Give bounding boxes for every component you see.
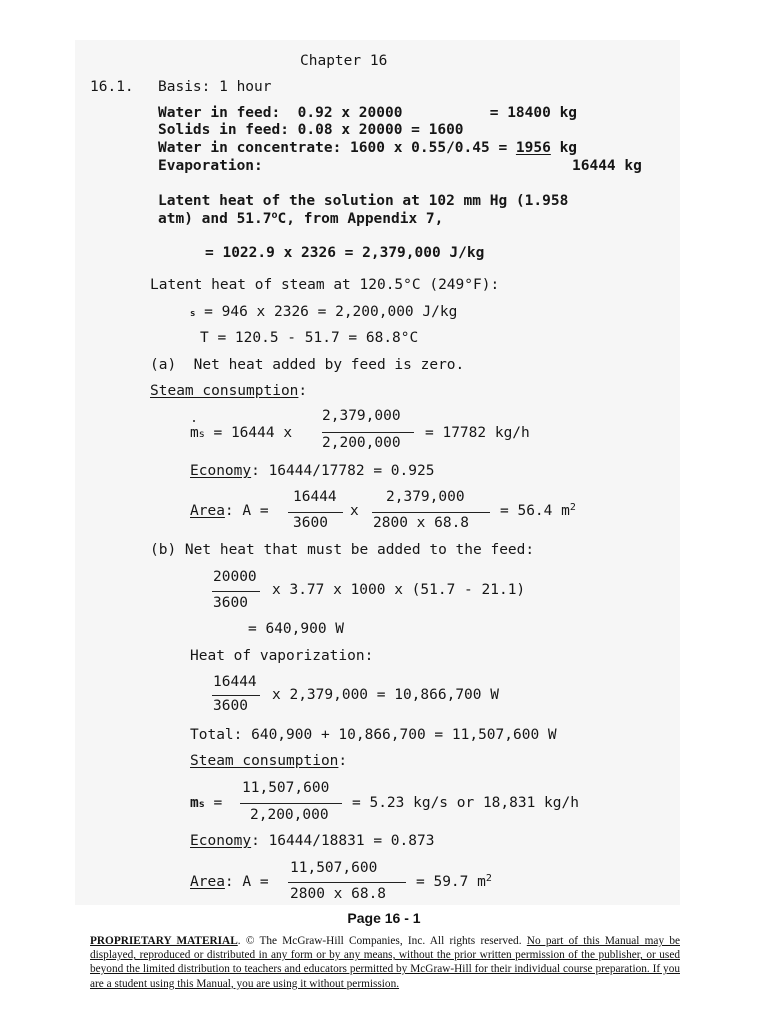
area-a-numerator-2: 2,379,000 bbox=[386, 489, 465, 505]
latent-heat-line-2: atm) and 51.7$^o$C, from Appendix 7, bbox=[158, 210, 444, 227]
chapter-title: Chapter 16 bbox=[300, 53, 388, 69]
vaporization-numerator: 16444 bbox=[213, 674, 257, 690]
steam-rate-a-fraction-bar bbox=[322, 432, 414, 433]
basis-line: Basis: 1 hour bbox=[158, 79, 272, 95]
steam-rate-b-lhs: ms = bbox=[190, 795, 223, 811]
area-b-denominator: 2800 x 68.8 bbox=[290, 886, 387, 902]
solids-feed-line: Solids in feed: 0.08 x 20000 = 1600 bbox=[158, 122, 464, 138]
area-a-lhs: Area: A = bbox=[190, 503, 269, 519]
problem-number: 16.1. bbox=[90, 79, 134, 95]
part-b-heading: (b) Net heat that must be added to the feed: bbox=[150, 542, 535, 558]
heat-of-vaporization-heading: Heat of vaporization: bbox=[190, 648, 374, 664]
notice-heading: PROPRIETARY MATERIAL bbox=[90, 935, 238, 947]
feed-heat-fraction-bar bbox=[212, 591, 260, 592]
steam-rate-a-denominator: 2,200,000 bbox=[322, 435, 401, 451]
steam-rate-b-result: = 5.23 kg/s or 18,831 kg/h bbox=[352, 795, 579, 811]
part-a-heading: (a) Net heat added by feed is zero. bbox=[150, 357, 465, 373]
economy-b: Economy: 16444/18831 = 0.873 bbox=[190, 833, 435, 849]
water-concentrate-line: Water in concentrate: 1600 x 0.55/0.45 = 1956 kg bbox=[158, 140, 578, 156]
vaporization-denominator: 3600 bbox=[213, 698, 248, 714]
steam-rate-b-numerator: 11,507,600 bbox=[242, 780, 330, 796]
steam-latent-heading: Latent heat of steam at 120.5°C (249°F): bbox=[150, 277, 500, 293]
steam-rate-a-lhs: ms = 16444 x bbox=[190, 425, 293, 441]
steam-rate-b-fraction-bar bbox=[240, 803, 342, 804]
steam-consumption-heading-a: Steam consumption: bbox=[150, 383, 308, 399]
total-heat-line: Total: 640,900 + 10,866,700 = 11,507,600 W bbox=[190, 727, 557, 743]
area-b-fraction-bar bbox=[288, 882, 406, 883]
evaporation-label: Evaporation: bbox=[158, 158, 263, 174]
steam-rate-a-numerator: 2,379,000 bbox=[322, 408, 401, 424]
vaporization-fraction-bar bbox=[212, 695, 260, 696]
feed-heat-numerator: 20000 bbox=[213, 569, 257, 585]
area-a-denominator-1: 3600 bbox=[293, 515, 328, 531]
area-b-result: = 59.7 $m^2$ bbox=[416, 873, 492, 890]
area-a-numerator-1: 16444 bbox=[293, 489, 337, 505]
area-b-lhs: Area: A = bbox=[190, 874, 269, 890]
area-a-result: = 56.4 $m^2$ bbox=[500, 502, 576, 519]
steam-latent-value: s = 946 x 2326 = 2,200,000 J/kg bbox=[190, 304, 458, 320]
vaporization-expression: x 2,379,000 = 10,866,700 W bbox=[272, 687, 499, 703]
latent-heat-value: = 1022.9 x 2326 = 2,379,000 J/kg bbox=[205, 245, 485, 261]
page-number: Page 16 - 1 bbox=[347, 910, 421, 926]
feed-heat-result: = 640,900 W bbox=[248, 621, 345, 637]
temperature-difference: T = 120.5 - 51.7 = 68.8°C bbox=[200, 330, 419, 346]
area-a-denominator-2: 2800 x 68.8 bbox=[373, 515, 470, 531]
steam-rate-a-result: = 17782 kg/h bbox=[425, 425, 530, 441]
area-a-times: x bbox=[350, 503, 359, 519]
feed-heat-expression: x 3.77 x 1000 x (51.7 - 21.1) bbox=[272, 582, 526, 598]
proprietary-notice: PROPRIETARY MATERIAL. © The McGraw-Hill Companies, Inc. All rights reserved. No part of this Manual may be displayed, reproduced or distributed in any form or by any means, without the prior written permission of the publisher, or used beyond the limited distribution to teachers and educators permitted by McGraw-Hill for their individual course preparation. If you are a student using this Manual, you are using it without permission. bbox=[90, 935, 680, 990]
steam-rate-b-denominator: 2,200,000 bbox=[250, 807, 329, 823]
water-feed-line: Water in feed: 0.92 x 20000 = 18400 kg bbox=[158, 105, 578, 121]
latent-heat-line-1: Latent heat of the solution at 102 mm Hg (1.958 bbox=[158, 193, 569, 209]
feed-heat-denominator: 3600 bbox=[213, 595, 248, 611]
economy-a: Economy: 16444/17782 = 0.925 bbox=[190, 463, 435, 479]
mass-rate-dot bbox=[193, 420, 195, 422]
steam-consumption-heading-b: Steam consumption: bbox=[190, 753, 348, 769]
area-b-numerator: 11,507,600 bbox=[290, 860, 378, 876]
area-a-fraction-bar-1 bbox=[288, 512, 343, 513]
evaporation-value: 16444 kg bbox=[572, 158, 642, 174]
area-a-fraction-bar-2 bbox=[372, 512, 490, 513]
